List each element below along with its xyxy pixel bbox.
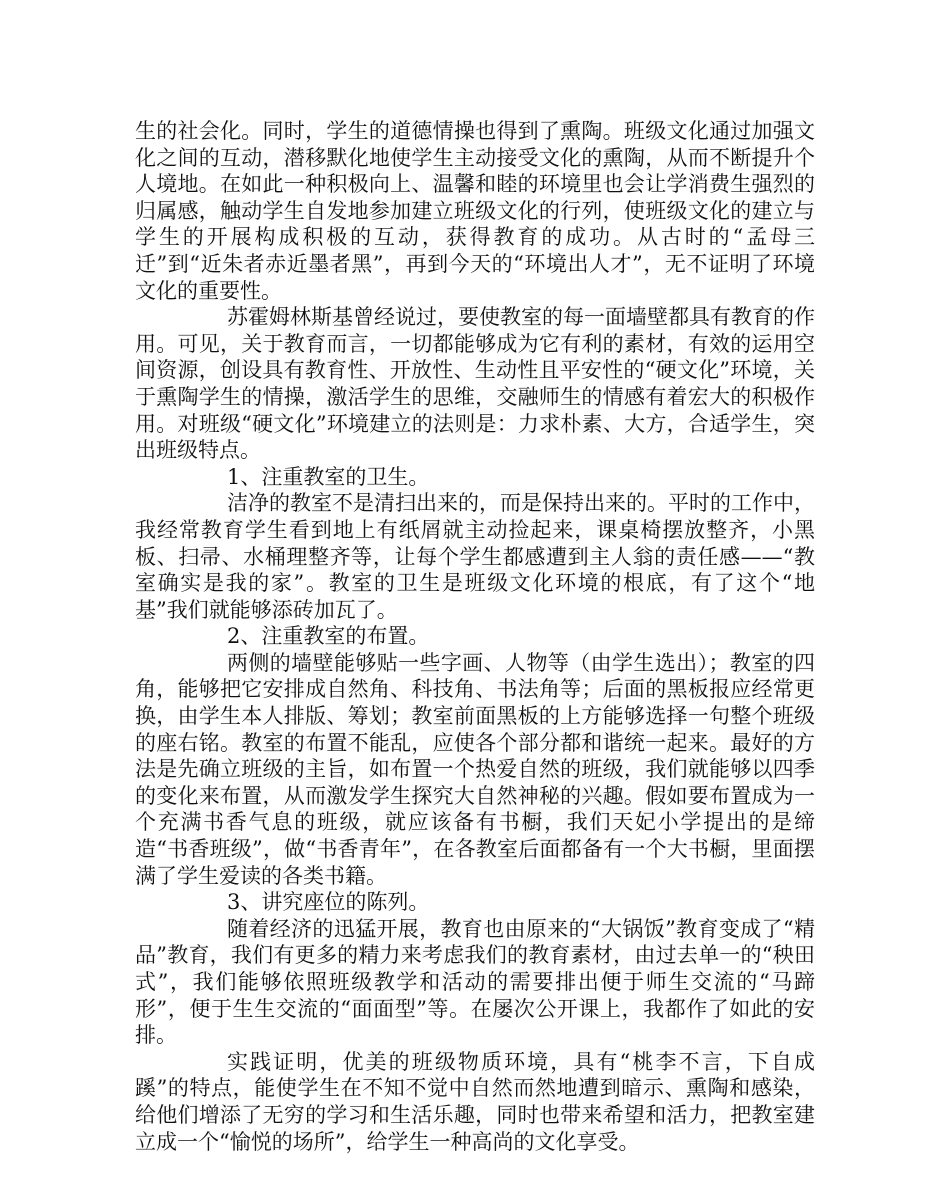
section-heading-1: 1、注重教室的卫生。 [227,464,430,489]
paragraph-4: 两侧的墙壁能够贴一些字画、人物等（由学生选出）；教室的四角，能够把它安排成自然角、科技角、书法角等；后面的黑板报应经常更换，由学生本人排版、筹划；教室前面黑板的上方能够选择一句整个班级的座右铭。教室的布置不能乱，应使各个部分都和谐统一起来。最好的方法是先确立班级的主旨，如布置一个热爱自然的班级，我们就能够以四季的变化来布置，从而激发学生探究大自然神秘的兴趣。假如要布置成为一个充满书香气息的班级，就应该备有书橱，我们天妃小学提出的是缔造“书香班级”，做“书香青年”，在各教室后面都备有一个大书橱，里面摆满了学生爱读的各类书籍。 [135,650,815,888]
paragraph-2: 苏霍姆林斯基曾经说过，要使教室的每一面墙壁都具有教育的作用。可见，关于教育而言，一切都能够成为它有利的素材，有效的运用空间资源，创设具有教育性、开放性、生动性且平安性的“硬文化”环境，关于熏陶学生的情操，激活学生的思维，交融师生的情感有着宏大的积极作用。对班级“硬文化”环境建立的法则是：力求朴素、大方，合适学生，突出班级特点。 [135,305,815,463]
paragraph-3: 洁净的教室不是清扫出来的，而是保持出来的。平时的工作中，我经常教育学生看到地上有纸屑就主动捡起来，课桌椅摆放整齐，小黑板、扫帚、水桶理整齐等，让每个学生都感遭到主人翁的责任感——“教室确实是我的家”。教室的卫生是班级文化环境的根底，有了这个“地基”我们就能够添砖加瓦了。 [135,491,815,622]
paragraph-5: 随着经济的迅猛开展，教育也由原来的“大锅饭”教育变成了“精品”教育，我们有更多的精力来考虑我们的教育素材，由过去单一的“秧田式”，我们能够依照班级教学和活动的需要排出便于师生交流的“马蹄形”，便于生生交流的“面面型”等。在屡次公开课上，我都作了如此的安排。 [135,916,815,1048]
paragraph-1: 生的社会化。同时，学生的道德情操也得到了熏陶。班级文化通过加强文化之间的互动，潜移默化地使学生主动接受文化的熏陶，从而不断提升个人境地。在如此一种积极向上、温馨和睦的环境里也会让学消费生强烈的归属感，触动学生自发地参加建立班级文化的行列，使班级文化的建立与学生的开展构成积极的互动，获得教育的成功。从古时的“孟母三迁”到“近朱者赤近墨者黑”，再到今天的“环境出人才”，无不证明了环境文化的重要性。 [135,119,815,303]
document-body [135,118,815,1155]
paragraph-6: 实践证明，优美的班级物质环境，具有“桃李不言，下自成蹊”的特点，能使学生在不知不觉中自然而然地遭到暗示、熏陶和感染，给他们增添了无穷的学习和生活乐趣，同时也带来希望和活力，把教室建立成一个“愉悦的场所”，给学生一种高尚的文化享受。 [135,1049,815,1154]
section-heading-3: 3、讲究座位的陈列。 [227,890,430,915]
section-heading-2: 2、注重教室的布置。 [227,624,430,649]
